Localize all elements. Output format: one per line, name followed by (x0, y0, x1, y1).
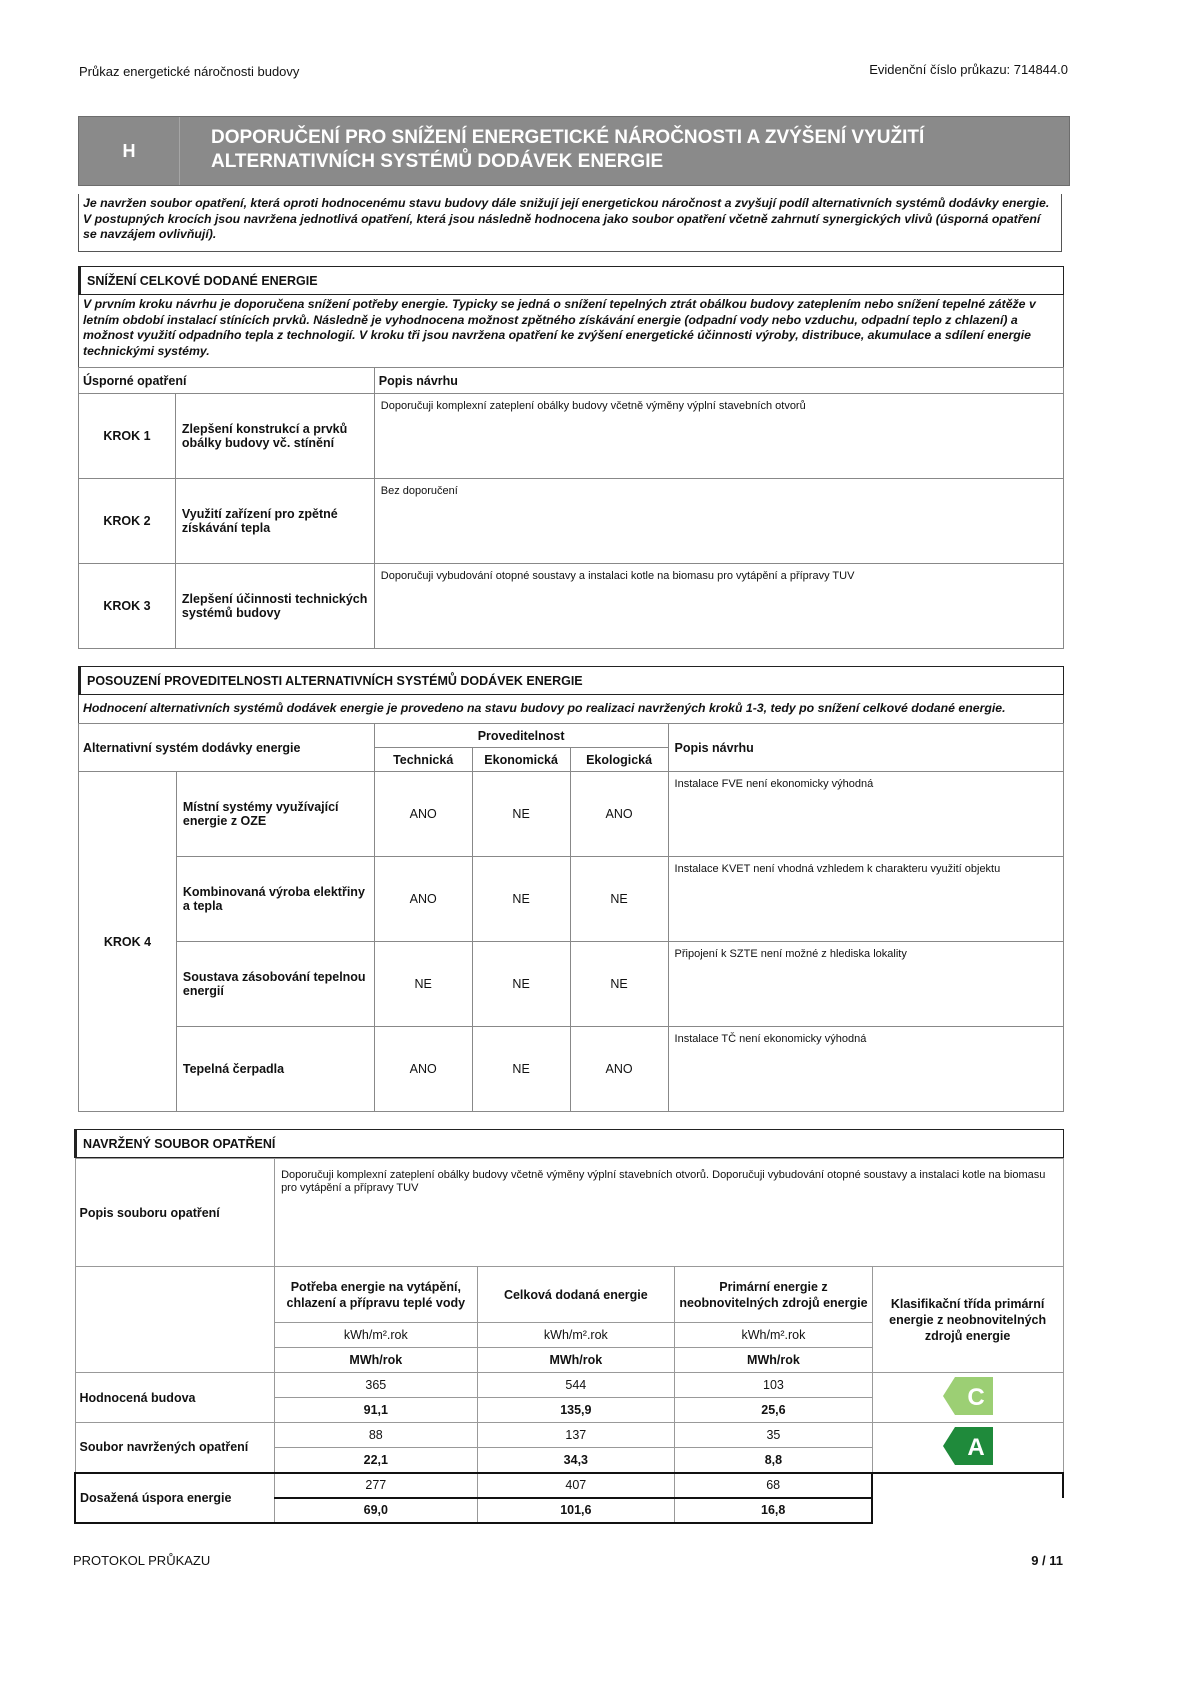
proposed-heading-text: NAVRŽENÝ SOUBOR OPATŘENÍ (83, 1136, 276, 1151)
value-a3: 68 (675, 1473, 873, 1498)
reduction-text: V prvním kroku návrhu je doporučena snížení potřeby energie. Typicky se jedná o snížení tepelných ztrát obálkou budovy zateplením nebo snížení tepelné zátěže v letním období instalací stínících prvků. Následně je vyhodnocena možnost zpětného získávání energie (odpadní vody nebo vzduchu, odpadní teplo z chlazení) a možnost využití odpadního tepla z technologií. V kroku tři jsou navržena opatření ke zvýšení energetické účinnosti výroby, distribuce, akumulace a sdílení energie technickými systémy. (78, 295, 1064, 367)
value-b1: 91,1 (275, 1398, 478, 1423)
economic-value: NE (472, 942, 570, 1027)
col-delivered: Celková dodaná energie (477, 1267, 675, 1323)
evidence-number: Evidenční číslo průkazu: 714844.0 (869, 62, 1068, 77)
col-ecological: Ekologická (570, 748, 668, 772)
value-a1: 277 (275, 1473, 478, 1498)
measure-desc: Doporučuji komplexní zateplení obálky budovy včetně výměny výplní stavebních otvorů (374, 394, 1063, 479)
section-intro: Je navržen soubor opatření, která oproti hodnocenému stavu budovy dále snižují její energetickou náročnost a zvyšují podíl alternativních systémů dodávky energie. V postupných krocích jsou navržena jednotlivá opatření, která jsou následně hodnocena jako soubor opatření včetně zahrnutí synergických vlivů (úsporná opatření se navzájem ovlivňují). (78, 194, 1062, 252)
class-arrow-icon (943, 1377, 993, 1415)
value-b1: 22,1 (275, 1448, 478, 1473)
feasibility-heading-text: POSOUZENÍ PROVEDITELNOSTI ALTERNATIVNÍCH SYSTÉMŮ DODÁVEK ENERGIE (87, 673, 583, 688)
reduction-heading-text: SNÍŽENÍ CELKOVÉ DODANÉ ENERGIE (87, 273, 318, 288)
col-feas-desc: Popis návrhu (668, 724, 1063, 772)
value-b3: 16,8 (675, 1498, 873, 1523)
ecological-value: NE (570, 942, 668, 1027)
col-primary: Primární energie z neobnovitelných zdrojů energie (675, 1267, 873, 1323)
col-system: Alternativní systém dodávky energie (79, 724, 375, 772)
system-name: Místní systémy využívající energie z OZE (176, 772, 374, 857)
table-row (79, 479, 1064, 564)
table-row (79, 394, 1064, 479)
energy-class-badge (943, 1427, 993, 1465)
value-a1: 365 (275, 1373, 478, 1398)
desc-text: Doporučuji komplexní zateplení obálky budovy včetně výměny výplní stavebních otvorů. Doporučuji vybudování otopné soustavy a instalaci kotle na biomasu pro vytápění a přípravy TUV (275, 1159, 1063, 1267)
class-cell (872, 1373, 1063, 1423)
step-label: KROK 3 (79, 564, 176, 649)
row-label: Dosažená úspora energie (75, 1473, 275, 1523)
step-label: KROK 1 (79, 394, 176, 479)
page-number: 9 / 11 (1031, 1553, 1063, 1568)
ecological-value: ANO (570, 772, 668, 857)
proposed-table (74, 1158, 1064, 1524)
system-name: Kombinovaná výroba elektřiny a tepla (176, 857, 374, 942)
system-desc: Připojení k SZTE není možné z hlediska lokality (668, 942, 1063, 1027)
proposed-heading (74, 1129, 1064, 1158)
unit-b: MWh/rok (675, 1348, 873, 1373)
ecological-value: ANO (570, 1027, 668, 1112)
value-b1: 69,0 (275, 1498, 478, 1523)
measure-name: Využití zařízení pro zpětné získávání tepla (175, 479, 374, 564)
table-row (75, 1373, 1063, 1398)
table-row (79, 942, 1064, 1027)
economic-value: NE (472, 857, 570, 942)
section-letter: H (79, 117, 180, 185)
reduction-heading (78, 266, 1064, 295)
value-b3: 25,6 (675, 1398, 873, 1423)
value-a3: 103 (675, 1373, 873, 1398)
unit-a: kWh/m².rok (675, 1323, 873, 1348)
system-desc: Instalace TČ není ekonomicky výhodná (668, 1027, 1063, 1112)
energy-class-badge (943, 1377, 993, 1415)
section-h-banner (78, 116, 1070, 186)
economic-value: NE (472, 1027, 570, 1112)
system-desc: Instalace FVE není ekonomicky výhodná (668, 772, 1063, 857)
ecological-value: NE (570, 857, 668, 942)
table-row (75, 1423, 1063, 1448)
value-b3: 8,8 (675, 1448, 873, 1473)
system-name: Soustava zásobování tepelnou energií (176, 942, 374, 1027)
value-a2: 544 (477, 1373, 675, 1398)
col-economic: Ekonomická (472, 748, 570, 772)
feasibility-text: Hodnocení alternativních systémů dodávek energie je provedeno na stavu budovy po realizaci navržených kroků 1-3, tedy po snížení celkové dodané energie. (78, 695, 1064, 723)
col-class: Klasifikační třída primární energie z neobnovitelných zdrojů energie (872, 1267, 1063, 1373)
row-label: Hodnocená budova (75, 1373, 275, 1423)
table-row (75, 1473, 1063, 1498)
measure-desc: Doporučuji vybudování otopné soustavy a instalaci kotle na biomasu pro vytápění a přípravy TUV (374, 564, 1063, 649)
reduction-table (78, 367, 1064, 649)
class-letter: A (966, 1433, 985, 1461)
measure-desc: Bez doporučení (374, 479, 1063, 564)
value-a2: 137 (477, 1423, 675, 1448)
col-measure: Úsporné opatření (79, 368, 375, 394)
step-label: KROK 4 (79, 772, 177, 1112)
section-title: DOPORUČENÍ PRO SNÍŽENÍ ENERGETICKÉ NÁROČNOSTI A ZVÝŠENÍ VYUŽITÍ ALTERNATIVNÍCH SYSTÉMŮ DODÁVEK ENERGIE (211, 127, 925, 172)
unit-a: kWh/m².rok (477, 1323, 675, 1348)
col-energy-need: Potřeba energie na vytápění, chlazení a přípravu teplé vody (275, 1267, 478, 1323)
table-row (79, 1027, 1064, 1112)
footer-protocol: PROTOKOL PRŮKAZU (73, 1553, 211, 1568)
table-row (79, 772, 1064, 857)
class-letter: C (966, 1384, 985, 1411)
value-a2: 407 (477, 1473, 675, 1498)
technical-value: ANO (374, 1027, 472, 1112)
unit-b: MWh/rok (275, 1348, 478, 1373)
system-name: Tepelná čerpadla (176, 1027, 374, 1112)
value-b2: 135,9 (477, 1398, 675, 1423)
unit-b: MWh/rok (477, 1348, 675, 1373)
value-a1: 88 (275, 1423, 478, 1448)
unit-a: kWh/m².rok (275, 1323, 478, 1348)
technical-value: ANO (374, 772, 472, 857)
col-technical: Technická (374, 748, 472, 772)
economic-value: NE (472, 772, 570, 857)
value-b2: 34,3 (477, 1448, 675, 1473)
row-label: Soubor navržených opatření (75, 1423, 275, 1473)
technical-value: NE (374, 942, 472, 1027)
feasibility-heading (78, 666, 1064, 695)
measure-name: Zlepšení konstrukcí a prvků obálky budovy vč. stínění (175, 394, 374, 479)
feasibility-table (78, 723, 1064, 1112)
measure-name: Zlepšení účinnosti technických systémů budovy (175, 564, 374, 649)
col-feasibility: Proveditelnost (374, 724, 668, 748)
step-label: KROK 2 (79, 479, 176, 564)
class-cell (872, 1423, 1063, 1473)
document-title: Průkaz energetické náročnosti budovy (79, 64, 300, 79)
class-arrow-icon (943, 1427, 993, 1465)
table-row (79, 564, 1064, 649)
technical-value: ANO (374, 857, 472, 942)
table-row (79, 857, 1064, 942)
system-desc: Instalace KVET není vhodná vzhledem k charakteru využití objektu (668, 857, 1063, 942)
desc-label: Popis souboru opatření (75, 1159, 275, 1267)
col-description: Popis návrhu (374, 368, 1063, 394)
value-a3: 35 (675, 1423, 873, 1448)
value-b2: 101,6 (477, 1498, 675, 1523)
